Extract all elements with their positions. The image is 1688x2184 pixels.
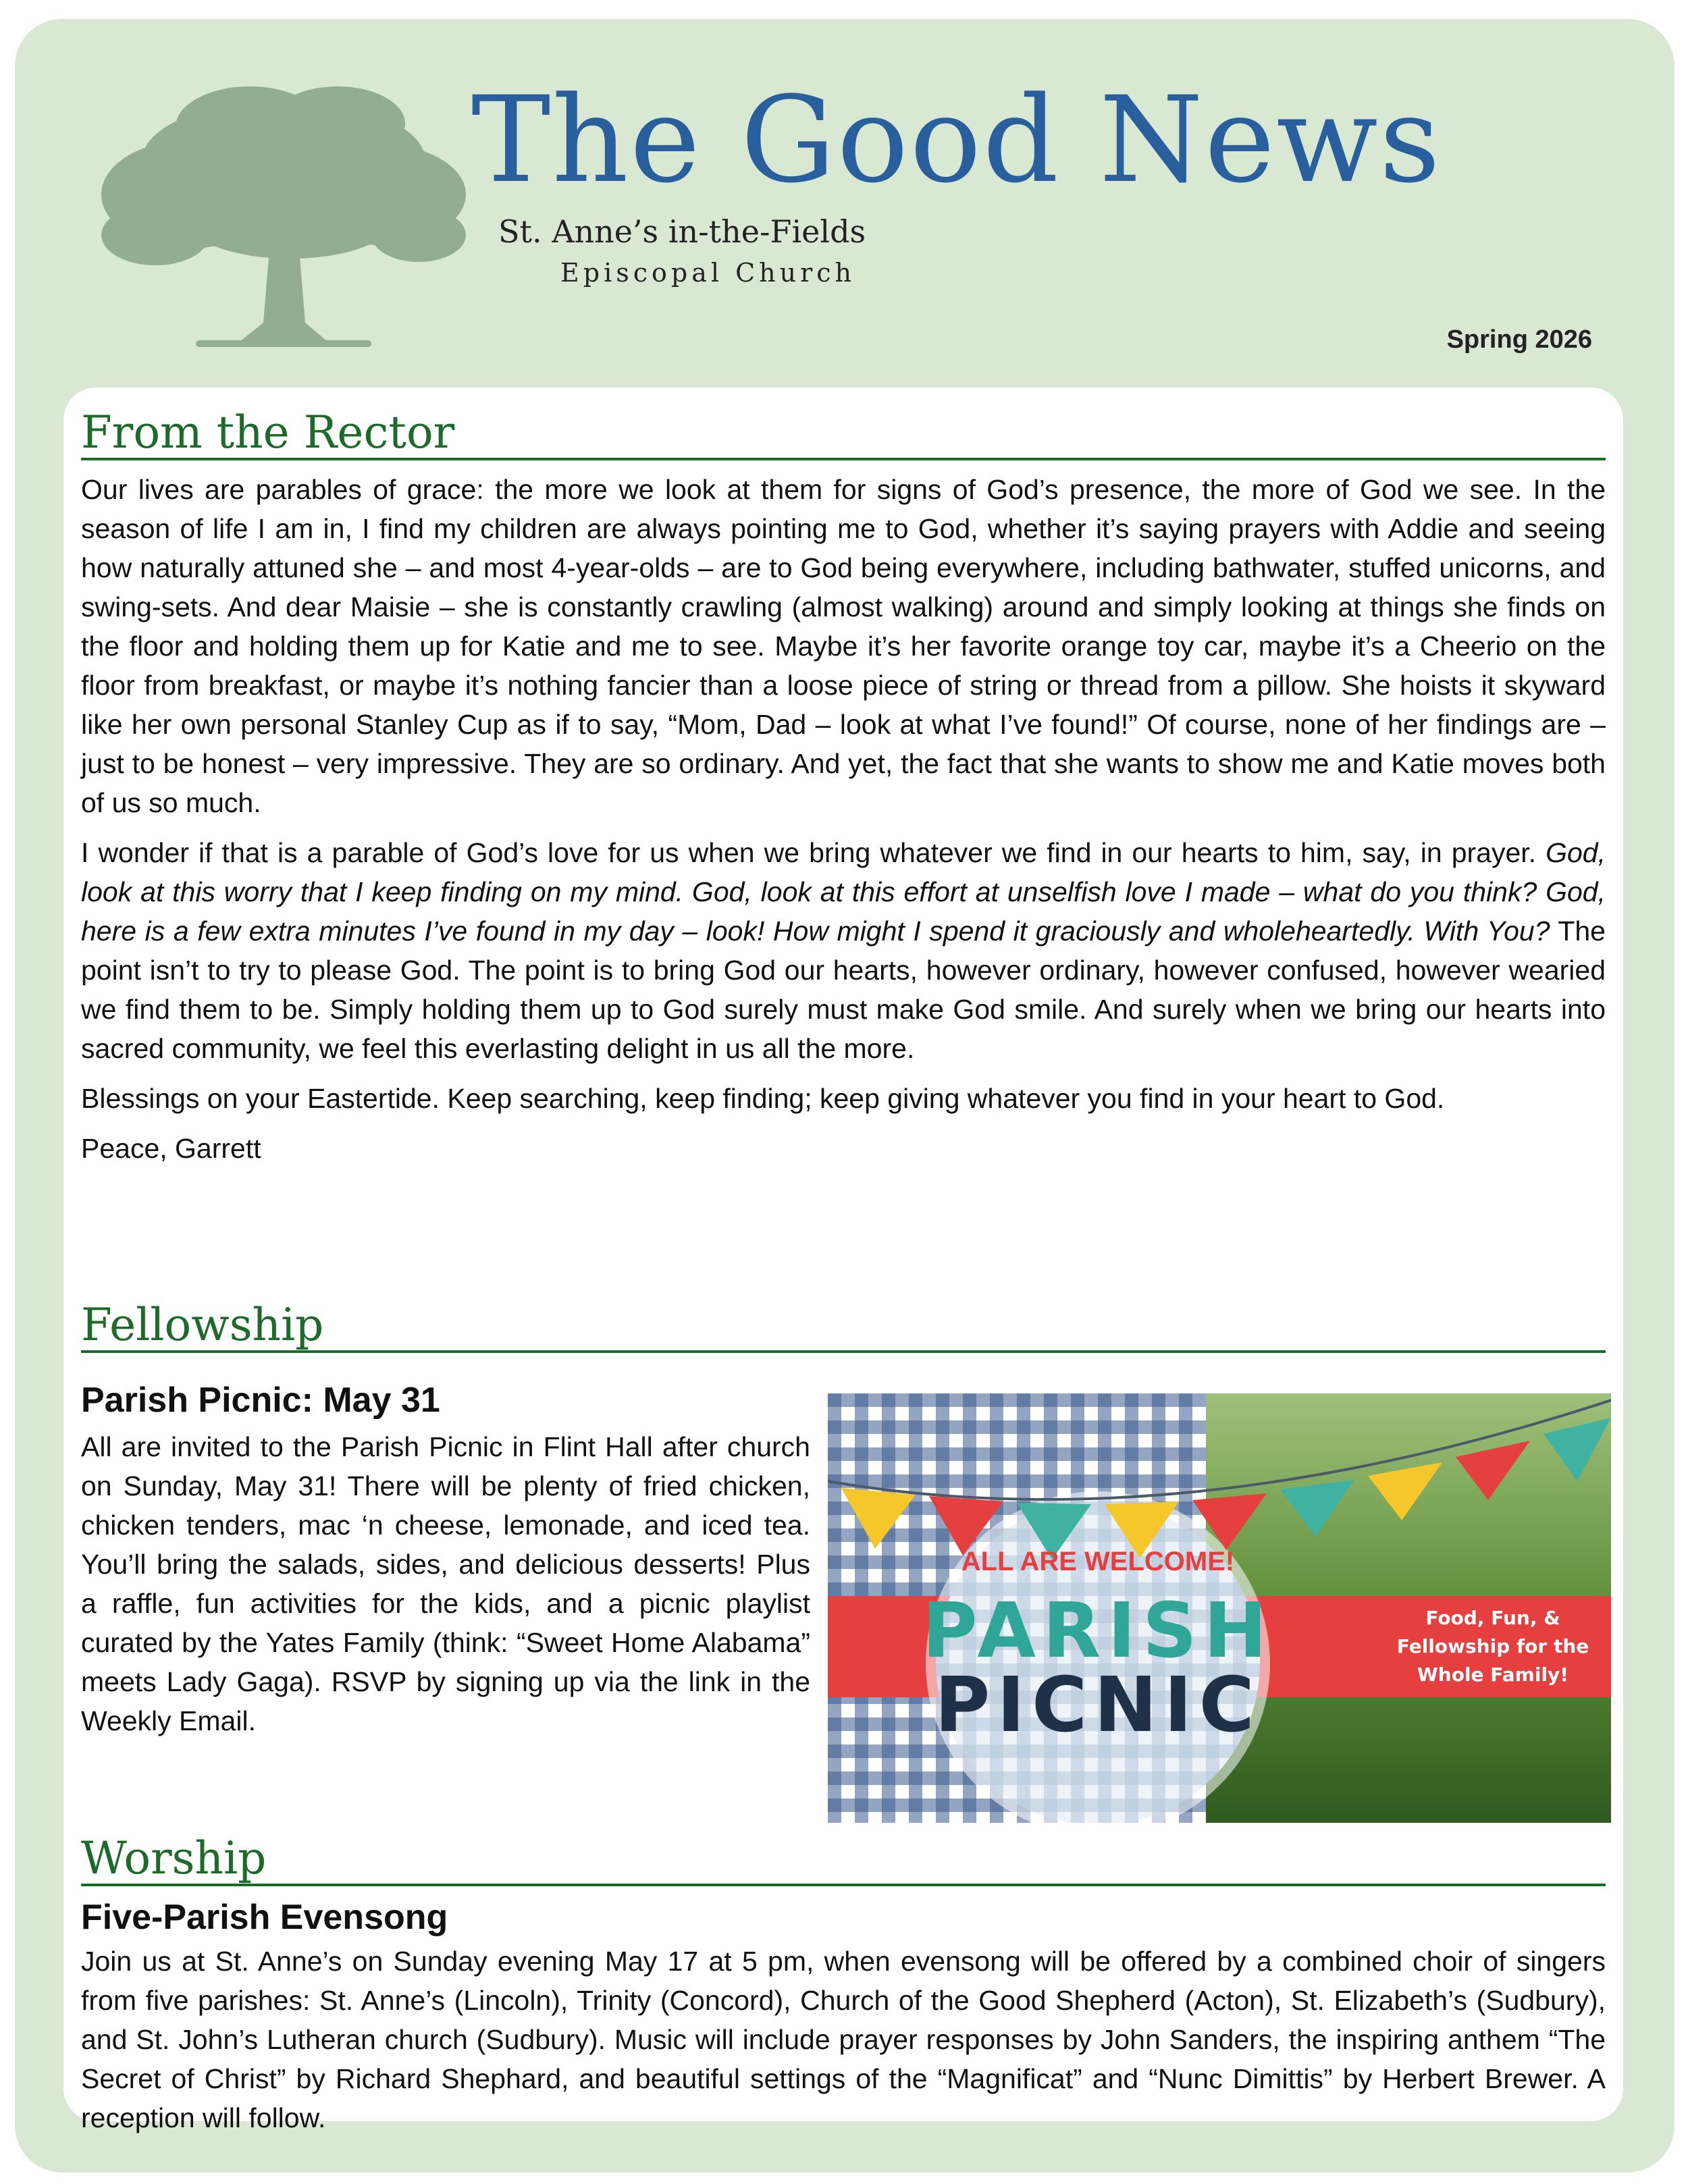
section-heading-fellowship bbox=[81, 1292, 1606, 1353]
section-heading-label: From the Rector bbox=[81, 406, 455, 458]
masthead bbox=[0, 0, 1688, 392]
picnic-word-parish: PARISH bbox=[922, 1587, 1274, 1675]
church-name: St. Anne’s in-the-Fields bbox=[498, 213, 866, 250]
rector-letter bbox=[81, 470, 1606, 1179]
evensong-description: Join us at St. Anne’s on Sunday evening May 17 at 5 pm, when evensong will be offered by a combined choir of singers from five parishes: St. Anne’s (Lincoln), Trinity (Concord), Church of the Good Shepherd (Acton), St. Elizabeth’s (Sudbury), and St. John’s Lutheran church (Sudbury). Music will include prayer responses by John Sanders, the inspiring anthem “The Secret of Christ” by Richard Shephard, and beautiful settings of the “Magnificat” and “Nunc Dimittis” by Herbert Brewer. A reception will follow. bbox=[81, 1946, 1606, 2133]
rector-paragraph-3: Blessings on your Eastertide. Keep searching, keep finding; keep giving whatever you find in your heart to God. bbox=[81, 1083, 1445, 1114]
section-heading-worship bbox=[81, 1826, 1606, 1886]
church-denomination: Episcopal Church bbox=[560, 258, 856, 288]
section-heading-label: Fellowship bbox=[81, 1299, 324, 1351]
rector-paragraph-2 bbox=[81, 833, 1606, 1068]
tagline-line-1: Food, Fun, & bbox=[1425, 1607, 1560, 1629]
picnic-word-picnic: PICNIC bbox=[934, 1661, 1261, 1749]
tagline-line-2: Fellowship for the bbox=[1396, 1635, 1589, 1657]
tagline-line-3: Whole Family! bbox=[1417, 1663, 1569, 1686]
content-panel bbox=[63, 388, 1623, 2133]
banner-text: ALL ARE WELCOME! bbox=[961, 1547, 1235, 1576]
rector-signoff: Peace, Garrett bbox=[81, 1133, 261, 1164]
rector-paragraph-2-start: I wonder if that is a parable of God’s love for us when we bring whatever we find in our hearts to him, say, in prayer. bbox=[81, 837, 1546, 868]
picnic-subheading: Parish Picnic: May 31 bbox=[81, 1381, 440, 1420]
rector-prayer-italic: God, look at this worry that I keep finding on my mind. God, look at this effort at unselfish love I made – what do you think? God, here is a few extra minutes I’ve found in my day – look! How might I spend it graciously and wholeheartedly. With You? bbox=[81, 837, 1606, 947]
rector-paragraph-1: Our lives are parables of grace: the more we look at them for signs of God’s presence, the more of God we see. In the season of life I am in, I find my children are always pointing me to God, whether it’s saying prayers with Addie and seeing how naturally attuned she – and most 4-year-olds – are to God being everywhere, including bathwater, stuffed unicorns, and swing-sets. And dear Maisie – she is constantly crawling (almost walking) around and simply looking at things she finds on the floor and holding them up for Katie and me to see. Maybe it’s her favorite orange toy car, maybe it’s a Cheerio on the floor from breakfast, or maybe it’s nothing fancier than a loose piece of string or thread from a pillow. She hoists it skyward like her own personal Stanley Cup as if to say, “Mom, Dad – look at what I’ve found!” Of course, none of her findings are – just to be honest – very impressive. They are so ordinary. And yet, the fact that she wants to show me and Katie moves both of us so much. bbox=[81, 474, 1606, 818]
parish-picnic-image bbox=[828, 1393, 1611, 1823]
picnic-description: All are invited to the Parish Picnic in Flint Hall after church on Sunday, May 31! There will be plenty of fried chicken, chicken tenders, mac ‘n cheese, lemonade, and iced tea. You’ll bring the salads, sides, and delicious desserts! Plus a raffle, fun activities for the kids, and a picnic playlist curated by the Yates Family (think: “Sweet Home Alabama” meets Lady Gaga). RSVP by signing up via the link in the Weekly Email. bbox=[81, 1431, 810, 1736]
oak-tree-logo bbox=[95, 80, 473, 356]
section-heading-rector bbox=[81, 400, 1606, 460]
section-heading-label: Worship bbox=[81, 1832, 267, 1884]
evensong-subheading: Five-Parish Evensong bbox=[81, 1898, 448, 1937]
issue-date: Spring 2026 bbox=[1446, 325, 1592, 354]
rector-paragraph-2-end: The point isn’t to try to please God. The point is to bring God our hearts, however ordinary, however confused, however wearied we find them to be. Simply holding them up to God surely must make God smile. And surely when we bring our hearts into sacred community, we feel this everlasting delight in us all the more. bbox=[81, 915, 1606, 1064]
newsletter-title: The Good News bbox=[471, 71, 1442, 209]
